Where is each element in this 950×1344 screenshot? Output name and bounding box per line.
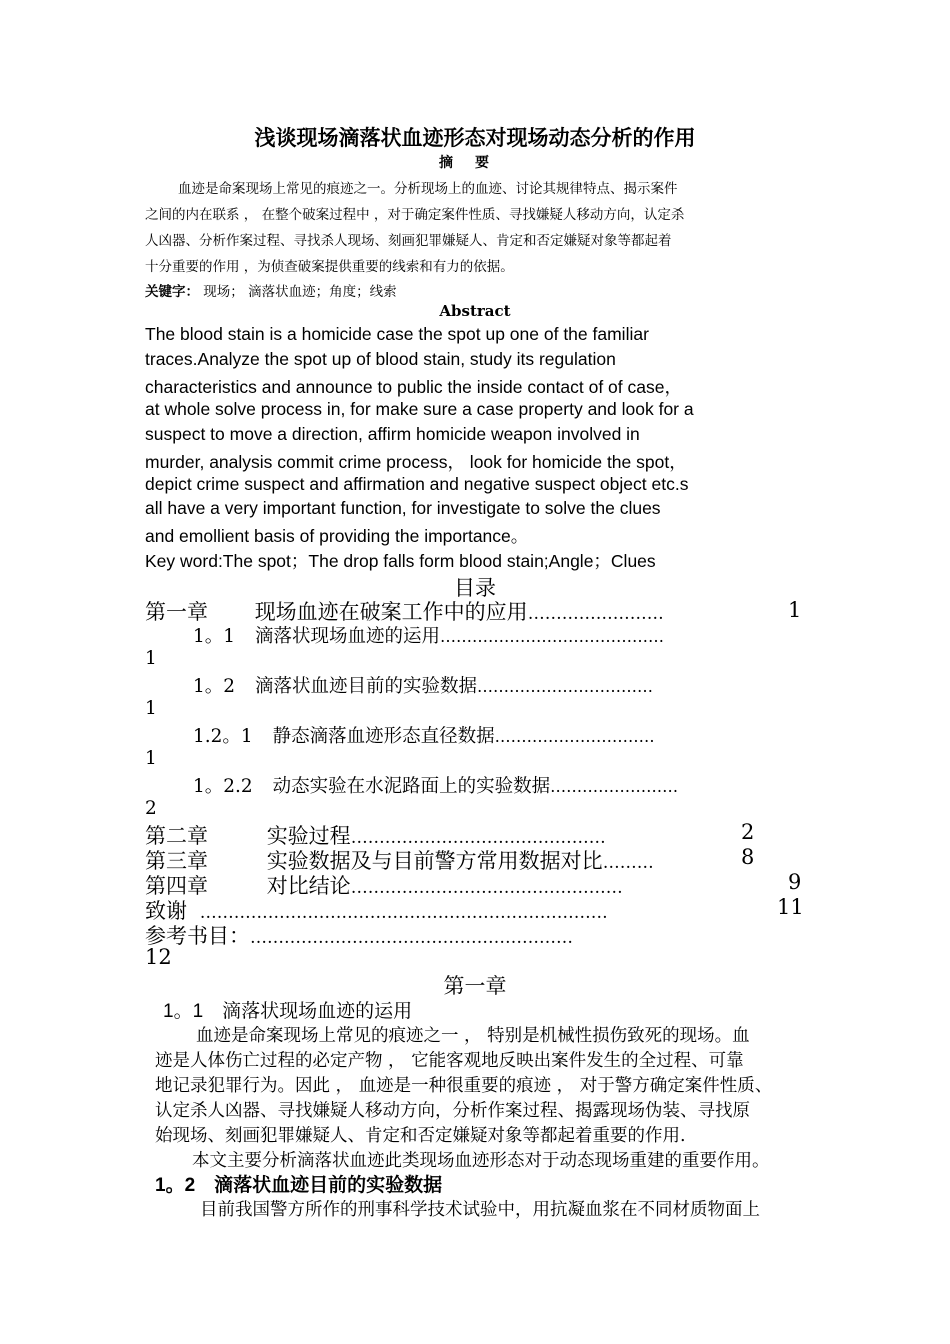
toc-ch2-leader: ………………………………………: [350, 828, 606, 848]
abstract-en-line: murder, analysis commit crime process， look for homicide the spot，: [145, 452, 687, 472]
toc-1-2-1-leader: …………………………: [494, 727, 655, 746]
toc-ch3-title: 实验数据及与目前警方常用数据对比: [266, 849, 603, 873]
abstract-en-line: all have a very important function, for investigate to solve the clues: [145, 498, 661, 518]
keywords-en-line: Key word:The spot；The drop falls form blood stain;Angle；Clues: [145, 551, 656, 571]
toc-1-2-1-title: 静态滴落血迹形态直径数据: [272, 726, 495, 747]
toc-1-1-leader: ……………………………………: [439, 627, 664, 646]
toc-1-1-page: 1: [145, 648, 157, 669]
abstract-en-line: depict crime suspect and affirmation and negative suspect object etc.s: [145, 474, 689, 494]
toc-ch4-label: 第四章: [145, 874, 208, 898]
toc-1-2-page: 1: [145, 698, 157, 719]
toc-refs-label: 参考书目：: [145, 924, 250, 948]
toc-ch2-label: 第二章: [145, 824, 208, 848]
toc-1-2-2-title: 动态实验在水泥路面上的实验数据: [272, 776, 551, 797]
document-title: 浅谈现场滴落状血迹形态对现场动态分析的作用: [254, 127, 696, 150]
abstract-en-line: suspect to move a direction, affirm homicide weapon involved in: [145, 424, 640, 444]
toc-heading: 目录: [454, 577, 496, 600]
paragraph-line: 地记录犯罪行为。因此 ， 血迹是一种很重要的痕迹 ， 对于警方确定案件性质、: [155, 1076, 773, 1096]
toc-ch4-leader: …………………………………………: [350, 878, 623, 898]
toc-ch3-leader: ………: [602, 853, 654, 873]
toc-ch1-page: 1: [788, 598, 802, 622]
toc-entry-refs[interactable]: [145, 920, 573, 950]
toc-ch3-page: 8: [741, 845, 755, 869]
chapter1-heading: 第一章: [443, 975, 507, 998]
keywords-text: 现场； 滴落状血迹；角度；线索: [203, 284, 397, 300]
abstract-cn-line: 之间的内在联系 ， 在整个破案过程中 ，对于确定案件性质、寻找嫌疑人移动方向，认定杀: [145, 207, 685, 223]
toc-ch4-page: 9: [788, 870, 802, 894]
abstract-en-line: at whole solve process in, for make sure a case property and look for a: [145, 399, 694, 419]
toc-1-2-2-num: 1。2.2: [193, 776, 253, 797]
toc-1-2-2-leader: ……………………: [550, 777, 679, 796]
section-1-2-heading: 1。2 滴落状血迹目前的实验数据: [155, 1175, 443, 1196]
toc-1-2-title: 滴落状血迹目前的实验数据: [254, 676, 477, 697]
toc-ch1-title: 现场血迹在破案工作中的应用: [254, 600, 528, 624]
abstract-cn-line: 人凶器、分析作案过程、寻找杀人现场、刻画犯罪嫌疑人、肯定和否定嫌疑对象等都起着: [145, 233, 672, 249]
toc-entry-1-2[interactable]: [193, 672, 653, 698]
toc-ch4-title: 对比结论: [266, 874, 351, 898]
toc-entry-1-2-1[interactable]: [193, 722, 655, 748]
paragraph-line: 目前我国警方所作的刑事科学技术试验中，用抗凝血浆在不同材质物面上: [200, 1200, 760, 1220]
paragraph-line: 本文主要分析滴落状血迹此类现场血迹形态对于动态现场重建的重要作用。: [192, 1151, 770, 1171]
toc-1-1-title: 滴落状现场血迹的运用: [254, 626, 440, 647]
abstract-cn-line: 血迹是命案现场上常见的痕迹之一。分析现场上的血迹、讨论其规律特点、揭示案件: [178, 181, 678, 197]
toc-1-2-1-page: 1: [145, 748, 157, 769]
toc-ch1-label: 第一章: [145, 600, 208, 624]
toc-refs-page: 12: [145, 945, 172, 969]
toc-1-1-num: 1。1: [193, 626, 236, 647]
section-1-1-heading: 1。1 滴落状现场血迹的运用: [163, 1001, 413, 1022]
toc-1-2-1-num: 1.2。1: [193, 726, 253, 747]
toc-thanks-page: 11: [777, 895, 804, 919]
toc-thanks-label: 致谢: [145, 899, 187, 923]
abstract-cn-line: 十分重要的作用 ，为侦查破案提供重要的线索和有力的依据。: [145, 259, 514, 275]
abstract-en-line: characteristics and announce to public the inside contact of of case，: [145, 377, 682, 397]
abstract-en-line: The blood stain is a homicide case the spot up one of the familiar: [145, 324, 649, 344]
toc-ch2-page: 2: [741, 820, 755, 844]
abstract-en-heading: Abstract: [439, 302, 511, 320]
paragraph-line: 迹是人体伤亡过程的必定产物 ， 它能客观地反映出案件发生的全过程、可靠: [155, 1051, 744, 1071]
toc-1-2-leader: ……………………………: [476, 677, 653, 696]
toc-entry-1-2-2[interactable]: [193, 772, 678, 798]
paragraph-line: 血迹是命案现场上常见的痕迹之一 ， 特别是机械性损伤致死的现场。血: [196, 1026, 750, 1046]
paragraph-line: 始现场、刻画犯罪嫌疑人、肯定和否定嫌疑对象等都起着重要的作用.: [155, 1126, 686, 1146]
toc-thanks-leader: ………………………………………………………………: [199, 903, 608, 923]
abstract-en-line: and emollient basis of providing the importance。: [145, 526, 529, 546]
toc-entry-1-1[interactable]: [193, 622, 664, 648]
abstract-heading: 摘要: [439, 155, 511, 171]
toc-ch1-leader: ……………………: [527, 604, 664, 624]
paragraph-line: 认定杀人凶器、寻找嫌疑人移动方向，分析作案过程、揭露现场伪装、寻找原: [155, 1101, 750, 1121]
toc-1-2-num: 1。2: [193, 676, 236, 697]
toc-1-2-2-page: 2: [145, 798, 157, 819]
toc-ch2-title: 实验过程: [266, 824, 351, 848]
toc-refs-leader: …………………………………………………: [250, 928, 573, 948]
toc-ch3-label: 第三章: [145, 849, 208, 873]
keywords-label: 关键字：: [145, 284, 199, 300]
abstract-en-line: traces.Analyze the spot up of blood stain, study its regulation: [145, 349, 616, 369]
